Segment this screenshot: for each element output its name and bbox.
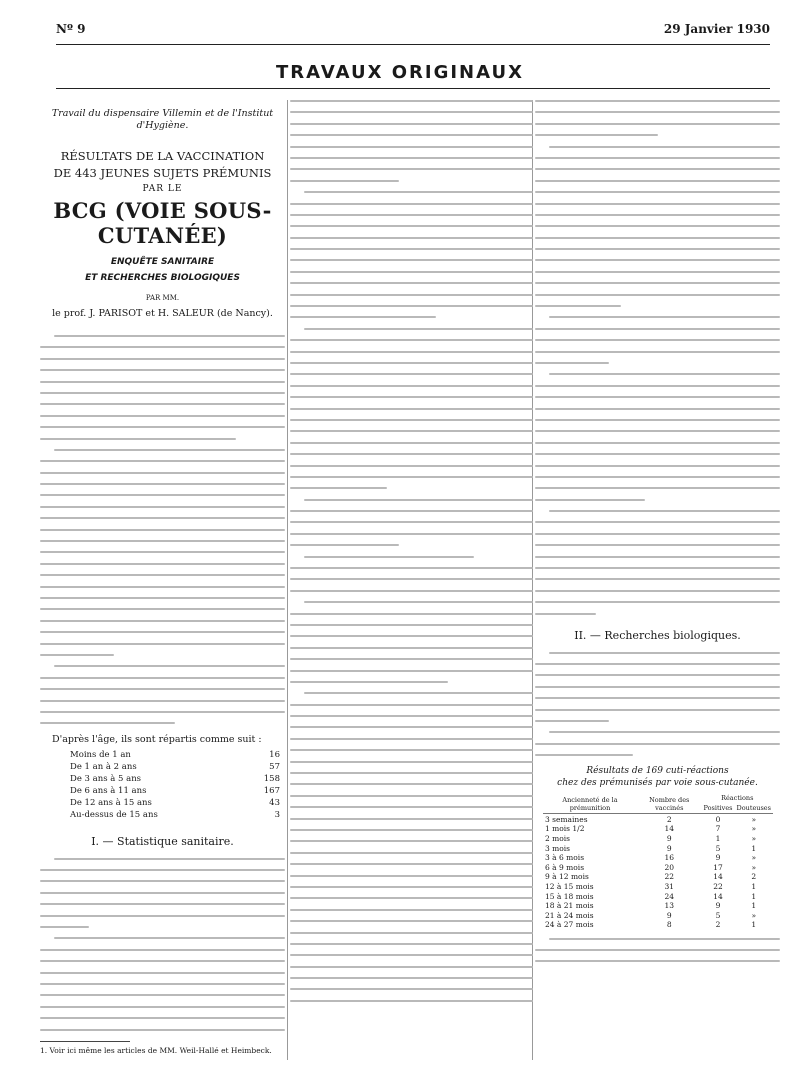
row-age: 3 mois	[545, 843, 571, 853]
table-row	[543, 824, 773, 834]
row-age: 18 à 21 mois	[545, 901, 594, 911]
row-age: 1 mois 1/2	[545, 824, 585, 834]
row-pos: 22	[713, 881, 723, 891]
footnote-rule	[40, 1041, 130, 1042]
table-row	[70, 797, 280, 809]
row-doubt: 1	[751, 843, 757, 853]
table-row	[70, 809, 280, 821]
age-value: 43	[269, 797, 280, 808]
paragraph-allergie	[535, 938, 780, 963]
row-pos: 2	[715, 920, 721, 930]
subtitle-line-2: ET RECHERCHES BIOLOGIQUES	[85, 273, 240, 283]
row-age: 3 à 6 mois	[545, 853, 585, 863]
age-value: 158	[263, 773, 280, 784]
paragraph-statistique	[40, 858, 285, 1031]
table-row	[543, 853, 773, 863]
main-title: BCG (VOIE SOUS-CUTANÉE)	[53, 198, 272, 248]
column-1	[40, 100, 285, 1056]
footnote: 1. Voir ici même les articles de MM. Weil-Hallé et Heimbeck.	[40, 1045, 272, 1055]
row-age: 3 semaines	[545, 814, 588, 824]
row-pos: 9	[715, 853, 721, 863]
age-table	[70, 749, 280, 821]
section-rule	[56, 88, 770, 89]
row-age: 2 mois	[545, 833, 571, 843]
table-row	[543, 910, 773, 920]
table-row	[543, 920, 773, 930]
table-row	[543, 843, 773, 853]
cuti-caption-line-2: chez des prémunisés par voie sous-cutanée.	[557, 778, 758, 789]
row-count: 9	[666, 910, 672, 920]
par-mm: PAR MM.	[145, 294, 180, 302]
row-count: 9	[666, 843, 672, 853]
table-row	[543, 882, 773, 892]
subtitle-line-1: ENQUÊTE SANITAIRE	[110, 257, 215, 267]
row-doubt: »	[751, 814, 757, 824]
title-line-2: DE 443 JEUNES SUJETS PRÉMUNIS	[53, 166, 272, 180]
institution-note: Travail du dispensaire Villemin et de l'Institut d'Hygiène.	[51, 108, 274, 131]
authors: le prof. J. PARISOT et H. SALEUR (de Nancy).	[52, 308, 273, 319]
table-row	[70, 761, 280, 773]
running-header	[56, 22, 770, 38]
table-row	[70, 785, 280, 797]
section-title: TRAVAUX ORIGINAUX	[276, 62, 524, 83]
title-par-le: PAR LE	[142, 184, 183, 194]
row-doubt: 1	[751, 920, 757, 930]
row-age: 12 à 15 mois	[545, 881, 594, 891]
age-label: De 12 ans à 15 ans	[70, 797, 152, 808]
row-pos: 1	[715, 833, 721, 843]
row-count: 9	[666, 833, 672, 843]
paragraph-enquete	[290, 100, 533, 1002]
row-pos: 9	[715, 901, 721, 911]
row-doubt: »	[751, 833, 757, 843]
row-age: 15 à 18 mois	[545, 891, 594, 901]
column-divider	[287, 100, 288, 1060]
age-label: De 1 an à 2 ans	[70, 761, 137, 772]
row-pos: 7	[715, 824, 721, 834]
row-age: 24 à 27 mois	[545, 920, 594, 930]
row-doubt: »	[751, 910, 757, 920]
row-doubt: »	[751, 862, 757, 872]
header-rule	[56, 44, 770, 45]
column-2	[290, 100, 533, 1011]
age-label: De 3 ans à 5 ans	[70, 773, 142, 784]
issue-number: Nº 9	[56, 22, 86, 36]
row-count: 2	[666, 814, 672, 824]
paragraph-observations	[535, 100, 780, 615]
col-header-count: Nombre des vaccinés	[637, 793, 702, 814]
row-pos: 14	[713, 891, 723, 901]
row-doubt: 1	[751, 901, 757, 911]
col-header-pos: Positives	[703, 804, 733, 813]
row-count: 13	[664, 901, 675, 911]
row-doubt: 1	[751, 891, 757, 901]
row-pos: 5	[715, 843, 721, 853]
row-pos: 14	[713, 872, 723, 882]
age-label: Moins de 1 an	[70, 749, 131, 760]
col-header-doubt: Douteuses	[736, 804, 771, 813]
row-age: 6 à 9 mois	[545, 862, 585, 872]
table-row	[543, 834, 773, 844]
row-pos: 5	[715, 910, 721, 920]
table-row	[543, 814, 773, 824]
col-header-reactions: Réactions	[721, 794, 754, 803]
paragraph-intro	[40, 335, 285, 724]
row-doubt: »	[751, 853, 757, 863]
section-2-heading: II. — Recherches biologiques.	[574, 628, 741, 642]
row-pos: 0	[715, 814, 721, 824]
row-doubt: »	[751, 824, 757, 834]
table-row	[543, 872, 773, 882]
table-row	[543, 901, 773, 911]
row-count: 14	[664, 824, 675, 834]
age-label: Au-dessus de 15 ans	[70, 809, 158, 820]
age-value: 57	[269, 761, 280, 772]
section-1-heading: I. — Statistique sanitaire.	[91, 834, 234, 848]
table-row	[70, 749, 280, 761]
age-label: De 6 ans à 11 ans	[70, 785, 147, 796]
table-row	[70, 773, 280, 785]
row-pos: 17	[713, 862, 723, 872]
row-count: 22	[664, 872, 675, 882]
cuti-table	[543, 793, 773, 929]
age-intro: D'après l'âge, ils sont répartis comme suit :	[52, 733, 262, 745]
cuti-caption	[535, 765, 780, 789]
issue-date: 29 Janvier 1930	[663, 22, 770, 36]
column-3	[535, 100, 780, 972]
paragraph-recherches	[535, 652, 780, 757]
col-header-age: Ancienneté de la prémunition	[543, 793, 637, 814]
table-row	[543, 862, 773, 872]
age-value: 16	[269, 749, 280, 760]
row-age: 21 à 24 mois	[545, 910, 594, 920]
row-count: 8	[666, 920, 672, 930]
row-count: 31	[664, 881, 675, 891]
table-row	[543, 891, 773, 901]
row-doubt: 1	[751, 881, 757, 891]
age-value: 167	[263, 785, 280, 796]
row-count: 24	[664, 891, 675, 901]
title-line-1: RÉSULTATS DE LA VACCINATION	[60, 149, 265, 163]
age-value: 3	[274, 809, 280, 820]
row-count: 16	[664, 853, 675, 863]
cuti-caption-line-1: Résultats de 169 cuti-réactions	[586, 766, 729, 777]
row-doubt: 2	[751, 872, 757, 882]
row-count: 20	[664, 862, 675, 872]
row-age: 9 à 12 mois	[545, 872, 589, 882]
